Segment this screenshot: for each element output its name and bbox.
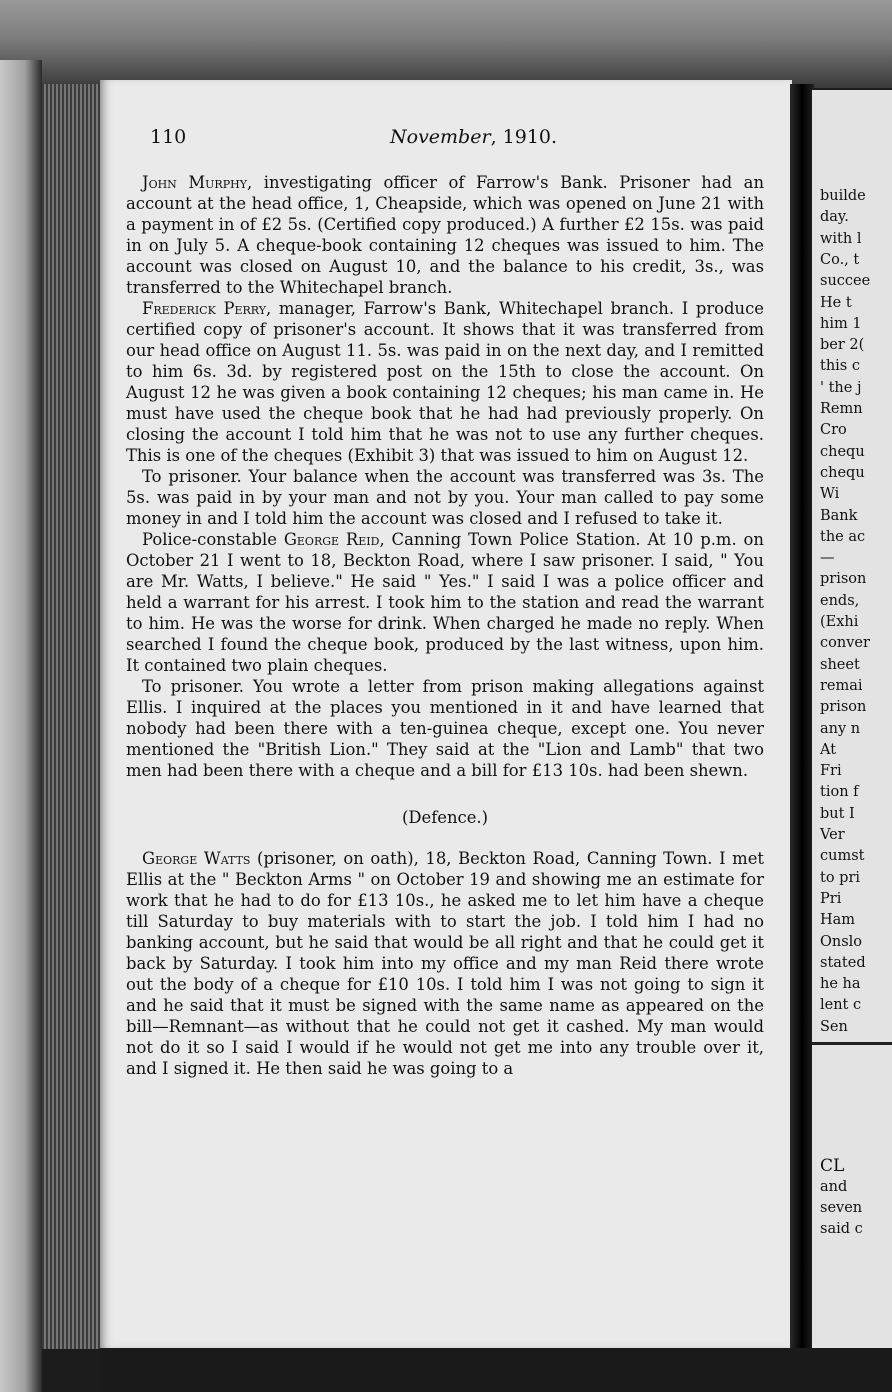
paragraph-frederick-perry — [126, 298, 764, 466]
adjacent-page-fragment: ' the j — [820, 379, 862, 396]
adjacent-page-fragment: Remn — [820, 401, 863, 417]
adjacent-page-fragment: lent c — [820, 997, 862, 1014]
adjacent-page-fragment: ends, — [820, 592, 860, 609]
adjacent-page-fragment: and — [820, 1179, 848, 1195]
running-title — [390, 126, 557, 148]
page-stack-edges — [42, 84, 102, 1349]
section-heading-defence: (Defence.) — [401, 808, 489, 827]
adjacent-page-fragment: to pri — [820, 869, 861, 886]
adjacent-page-fragment: Bank — [820, 507, 858, 524]
adjacent-page-fragment: day. — [820, 209, 849, 226]
adjacent-page-rule — [812, 1042, 892, 1045]
adjacent-page-fragment: with l — [820, 230, 862, 247]
adjacent-page-fragment: he ha — [820, 976, 861, 993]
adjacent-page-fragment: Onslo — [820, 933, 863, 950]
adjacent-page-fragment: At — [820, 741, 837, 758]
paragraph-text: To prisoner. Your balance when the account was transferred was 3s. The 5s. was paid in by your man and not by you. Your man called to pay some money in and I told him the account was closed and I refused to take it. — [126, 467, 764, 528]
witness-name: Frederick Perry — [142, 299, 266, 318]
witness-name: George Watts — [142, 849, 251, 868]
scan-bottom-edge — [100, 1348, 892, 1392]
running-title-month: November — [390, 126, 491, 148]
paragraph-john-murphy — [126, 172, 764, 298]
adjacent-page-fragment: prison — [820, 699, 867, 716]
paragraph-george-reid — [126, 529, 764, 676]
paragraph-prefix: Police-constable — [142, 530, 284, 549]
adjacent-page-fragment: prison — [820, 571, 867, 588]
adjacent-page-fragment: remai — [820, 677, 863, 694]
adjacent-page-fragment: ber 2( — [820, 337, 865, 354]
adjacent-page-fragment: him 1 — [820, 315, 862, 332]
adjacent-page-fragment: seven — [820, 1200, 863, 1216]
running-head — [150, 126, 770, 152]
adjacent-page-fragment: Sen — [820, 1018, 848, 1035]
adjacent-page-fragment: succee — [820, 273, 871, 290]
adjacent-page-fragment: sheet — [820, 656, 860, 673]
adjacent-page — [812, 90, 892, 1392]
adjacent-page-fragment: Pri — [820, 890, 842, 907]
witness-name: John Murphy — [142, 173, 247, 192]
adjacent-page-fragment: stated — [820, 954, 866, 971]
paragraph-text: (prisoner, on oath), 18, Beckton Road, Canning Town. I met Ellis at the " Beckton Arms " on October 19 and showing me an estimate for work that he had to do for £13 10s., he asked me to let him have a cheque till Saturday to buy materials with to start the job. I told him I had no banking account, but he said that would be all right and that he could get it back by Saturday. I took him into my office and my man Reid there wrote out the body of a cheque for £10 10s. I told him I was not going to sign it and he said that it must be signed with the same name as appeared on the bill—Remnant—as without that he could not get it cashed. My man would not do it so I said I would if he would not get me into any trouble over it, and I signed it. He then said he was going to a — [126, 849, 764, 1078]
adjacent-page-fragment: He t — [820, 294, 852, 311]
adjacent-page-fragment: conver — [820, 635, 870, 652]
adjacent-page-fragment: but I — [820, 805, 855, 822]
adjacent-page-fragment: said c — [820, 1221, 863, 1237]
paragraph-to-prisoner-1 — [126, 466, 764, 529]
adjacent-page-fragment: any n — [820, 720, 861, 737]
paragraph-text: , manager, Farrow's Bank, Whitechapel branch. I produce certified copy of prisoner's account. It shows that it was transferred from our head office on August 11. 5s. was paid in on the next day, and I remitted to him 6s. 3d. by registered post on the 15th to close the account. On August 12 he was given a book containing 12 cheques; his man came in. He must have used the cheque book that he had had previously properly. On closing the account I told him that he was not to use any further cheques. This is one of the cheques (Exhibit 3) that was issued to him on August 12. — [126, 299, 764, 465]
witness-name: George Reid — [283, 530, 380, 549]
adjacent-page-fragment: Co., t — [820, 251, 860, 268]
page-body — [126, 172, 764, 1079]
paragraph-text: , investigating officer of Farrow's Bank. Prisoner had an account at the head office, 1, Cheapside, which was opened on June 21 with a payment in of £2 5s. (Certified copy produced.) A further £2 15s. was paid in on July 5. A cheque-book containing 12 cheques was issued to him. The account was closed on August 10, and the balance to his credit, 3s., was transferred to the Whitechapel branch. — [126, 173, 765, 297]
adjacent-page-fragment: Ver — [820, 827, 845, 843]
adjacent-page-fragment: tion f — [820, 784, 859, 801]
paragraph-text: , Canning Town Police Station. At 10 p.m. on October 21 I went to 18, Beckton Road, where I saw prisoner. I said, " You are Mr. Watts, I believe." He said " Yes." I said I was a police officer and held a warrant for his arrest. I took him to the station and read the warrant to him. He was the worse for drink. When charged he made no reply. When searched I found the cheque book, produced by the last witness, upon him. It contained two plain cheques. — [126, 530, 764, 675]
paragraph-to-prisoner-2 — [126, 676, 764, 781]
adjacent-page-fragment: builde — [820, 188, 866, 204]
adjacent-page-fragment: Ham — [820, 912, 856, 929]
book-gutter — [790, 84, 814, 1348]
paragraph-george-watts — [126, 848, 764, 1079]
adjacent-page-fragment: — — [820, 550, 835, 567]
adjacent-page-fragment: this c — [820, 358, 860, 375]
adjacent-page-fragment: the ac — [820, 528, 866, 545]
running-title-year: , 1910. — [490, 126, 558, 148]
adjacent-page-fragment: chequ — [820, 443, 865, 460]
page-number: 110 — [150, 126, 187, 148]
adjacent-page-fragment: CL — [820, 1156, 845, 1176]
adjacent-page-fragment: cumst — [820, 848, 865, 865]
adjacent-page-fragment: Fri — [820, 763, 842, 780]
paragraph-text: To prisoner. You wrote a letter from prison making allegations against Ellis. I inquired at the places you mentioned in it and have learned that nobody had been there with a ten-guinea cheque, except one. You never mentioned the "British Lion." They said at the "Lion and Lamb" that two men had been there with a cheque and a bill for £13 10s. had been shewn. — [126, 677, 764, 780]
adjacent-page-fragment: chequ — [820, 464, 865, 481]
adjacent-page-fragment: (Exhi — [820, 614, 859, 630]
book-left-edge — [0, 60, 42, 1392]
adjacent-page-fragment: Wi — [820, 486, 840, 503]
scan-top-edge — [0, 0, 892, 88]
adjacent-page-fragment: Cro — [820, 422, 847, 439]
